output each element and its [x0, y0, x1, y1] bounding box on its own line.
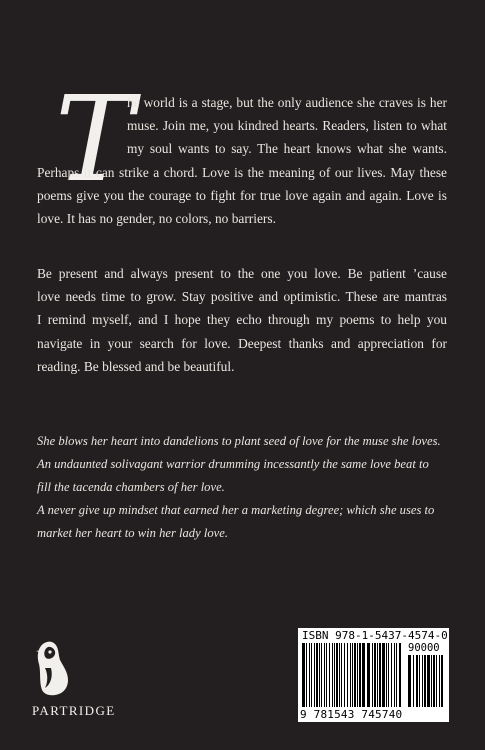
- barcode-addon-bars: [408, 655, 446, 707]
- barcode-bar: [309, 643, 310, 707]
- barcode-bar: [316, 643, 318, 707]
- barcode-bar: [399, 643, 401, 707]
- text-line: love. It has no gender, no colors, no barriers.: [37, 211, 276, 227]
- barcode-bar: [427, 655, 430, 707]
- bio-line: She blows her heart into dandelions to plant seed of love for the muse she loves.: [37, 434, 441, 448]
- barcode-bar: [377, 643, 378, 707]
- barcode-bar: [433, 655, 435, 707]
- barcode-bar: [441, 655, 443, 707]
- barcode-bar: [424, 655, 426, 707]
- barcode-bar: [347, 643, 348, 707]
- barcode-digits: 9 781543 745740: [300, 708, 403, 721]
- barcode-bar: [439, 655, 440, 707]
- barcode-bar: [332, 643, 333, 707]
- barcode-bar: [386, 643, 387, 707]
- barcode-bar: [394, 643, 395, 707]
- barcode-bar: [350, 643, 351, 707]
- barcode-bar: [334, 643, 335, 707]
- barcode-bar: [302, 643, 305, 707]
- barcode-bar: [329, 643, 330, 707]
- barcode-bar: [311, 643, 312, 707]
- isbn-label: ISBN 978-1-5437-4574-0: [302, 629, 448, 642]
- barcode-bar: [354, 643, 356, 707]
- bio-line: fill the tacenda chambers of her love.: [37, 480, 225, 494]
- barcode-bar: [306, 643, 307, 707]
- barcode-bar: [372, 643, 373, 707]
- barcode-bar: [352, 643, 353, 707]
- drop-cap: T: [55, 70, 134, 208]
- barcode-bars: [302, 643, 404, 707]
- barcode-bar: [379, 643, 381, 707]
- barcode-bar: [422, 655, 423, 707]
- barcode-bar: [336, 643, 338, 707]
- text-line: navigate in your search for love. Deepest thanks and appreciation for: [37, 335, 447, 351]
- partridge-bird-icon: [33, 638, 73, 698]
- barcode-bar: [341, 643, 342, 707]
- second-paragraph: [37, 262, 447, 378]
- text-line: my soul wants to say. The heart knows what she wants.: [127, 141, 447, 157]
- text-line: muse. Join me, you kindred hearts. Readers, listen to what: [127, 118, 447, 134]
- bio-line: A never give up mindset that earned her a marketing degree; which she uses to: [37, 503, 435, 517]
- author-bio: [37, 430, 447, 545]
- text-line: love needs time to grow. Stay positive and optimistic. These are mantras: [37, 289, 447, 305]
- bio-line: market her heart to win her lady love.: [37, 526, 228, 540]
- barcode-bar: [416, 655, 418, 707]
- intro-paragraph-indented: [127, 91, 447, 161]
- barcode-bar: [324, 643, 325, 707]
- publisher-name: PARTRIDGE: [32, 703, 116, 718]
- barcode-bar: [388, 643, 389, 707]
- barcode-bar: [374, 643, 376, 707]
- barcode: [298, 628, 449, 722]
- intro-paragraph-full: [37, 161, 447, 231]
- barcode-bar: [344, 643, 345, 707]
- barcode-bar: [362, 643, 365, 707]
- barcode-bar: [314, 643, 315, 707]
- text-line: Perhaps it can strike a chord. Love is the meaning of our lives. May these: [37, 165, 447, 180]
- bio-line: An undaunted solivagant warrior drumming incessantly the same love beat to: [37, 457, 429, 471]
- text-line: poems give you the courage to fight for true love again and again. Love is: [37, 188, 447, 204]
- barcode-bar: [413, 655, 414, 707]
- barcode-bar: [367, 643, 370, 707]
- barcode-bar: [357, 643, 358, 707]
- barcode-bar: [419, 655, 420, 707]
- barcode-addon-number: 90000: [408, 642, 440, 654]
- barcode-bar: [326, 643, 327, 707]
- barcode-bar: [408, 655, 411, 707]
- barcode-bar: [319, 643, 320, 707]
- barcode-bar: [359, 643, 361, 707]
- barcode-bar: [436, 655, 437, 707]
- barcode-bar: [321, 643, 322, 707]
- text-line: Be present and always present to the one you love. Be patient ’cause: [37, 266, 447, 281]
- text-line: he world is a stage, but the only audience she craves is her: [127, 95, 447, 110]
- barcode-bar: [382, 643, 385, 707]
- text-line: reading. Be blessed and be beautiful.: [37, 358, 235, 374]
- text-line: I remind myself, and I hope they echo through my poems to help you: [37, 312, 447, 328]
- barcode-bar: [431, 655, 432, 707]
- barcode-bar: [396, 643, 397, 707]
- barcode-bar: [339, 643, 340, 707]
- barcode-bar: [391, 643, 392, 707]
